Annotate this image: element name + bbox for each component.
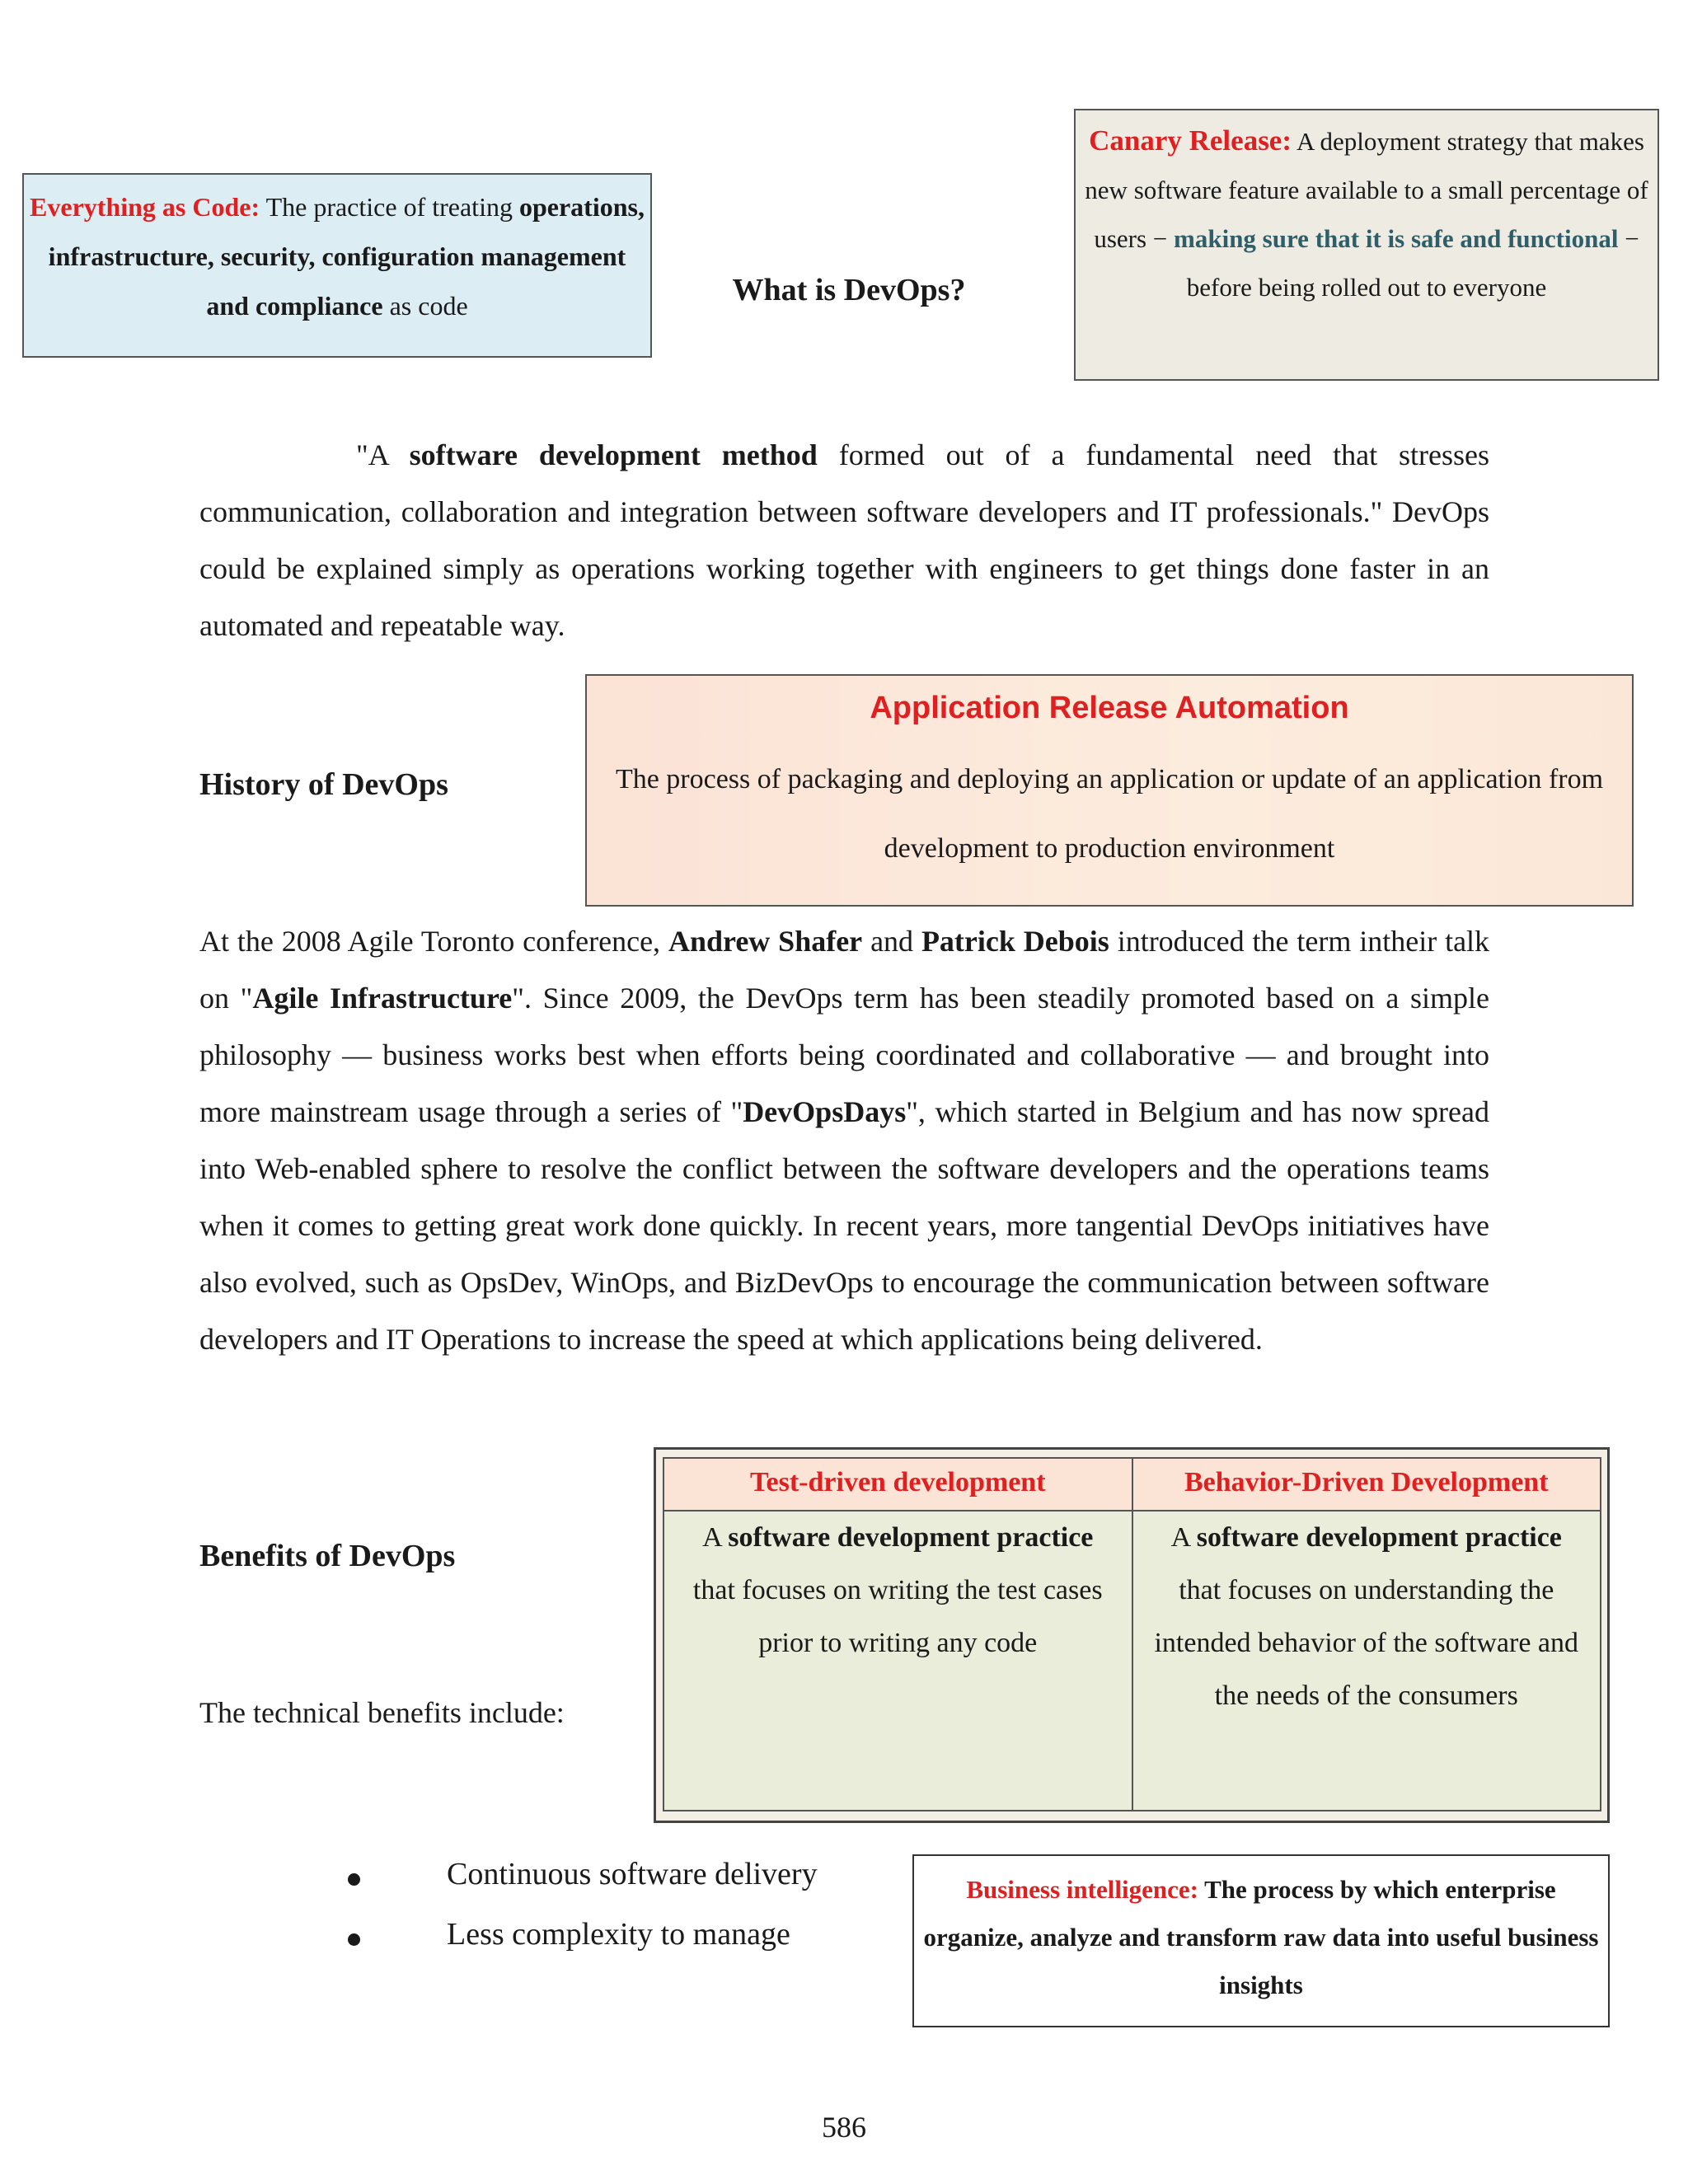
- history-t1: At the 2008 Agile Toronto conference,: [199, 925, 661, 958]
- tdd-header: Test-driven development: [663, 1458, 1132, 1511]
- history-b1: Andrew Shafer: [668, 925, 863, 958]
- intro-text: formed out of a fundamental need that stresses communication, collaboration and integration between software developers and IT professionals." DevOps could be explained simply as operations working together with engineers to get things done faster in an automated and repeatable way.: [199, 438, 1490, 642]
- technical-benefits-label: The technical benefits include:: [199, 1696, 565, 1729]
- tdd-rest: that focuses on writing the test cases prior to writing any code: [692, 1575, 1103, 1658]
- bdd-rest: that focuses on understanding the intended behavior of the software and the needs of the consumers: [1154, 1575, 1579, 1711]
- eac-text-1: The practice of treating: [265, 192, 513, 222]
- canary-release-box: [1074, 109, 1659, 381]
- tdd-pre: A: [702, 1522, 721, 1553]
- canary-text-1: A deployment strategy that makes new software feature available to a small percentage of users −: [1085, 127, 1648, 253]
- history-paragraph: [199, 913, 1489, 1368]
- application-release-automation-box: [585, 674, 1634, 907]
- page-number: 586: [822, 2111, 866, 2144]
- bi-text: The process by which enterprise organize, analyze and transform raw data into useful business insights: [923, 1875, 1599, 1999]
- history-t4: ". Since 2009, the DevOps term has been steadily promoted based on a simple philosophy — business works best when efforts being coordinated and collaborative — and brought into more mainstream usage through a series of ": [199, 982, 1489, 1128]
- comparison-body-row: [663, 1511, 1601, 1811]
- history-t3: introduced the term intheir talk on ": [199, 925, 1490, 1015]
- bi-term: Business intelligence:: [966, 1875, 1198, 1904]
- history-t2: and: [870, 925, 914, 958]
- history-b2: Patrick Debois: [921, 925, 1109, 958]
- canary-term: Canary Release:: [1089, 124, 1292, 157]
- history-b4: DevOpsDays: [743, 1095, 907, 1128]
- tdd-bold: software development practice: [728, 1522, 1094, 1553]
- canary-highlight: making sure that it is safe and functional: [1174, 224, 1619, 253]
- intro-bold: software development method: [409, 438, 818, 471]
- comparison-header-row: [663, 1458, 1601, 1511]
- ara-text: The process of packaging and deploying an application or update of an application from development to production environment: [615, 764, 1604, 864]
- bullet-dot-icon: [348, 1933, 360, 1946]
- eac-text-2: as code: [389, 291, 468, 321]
- benefit-item: Less complexity to manage: [447, 1917, 790, 1952]
- eac-bold-text: operations, infrastructure, security, configuration management and compliance: [48, 192, 645, 321]
- intro-open-quote: "A: [356, 438, 388, 471]
- ara-title: Application Release Automation: [870, 691, 1349, 725]
- history-heading: History of DevOps: [199, 767, 448, 802]
- comparison-table: [663, 1457, 1601, 1811]
- bdd-header: Behavior-Driven Development: [1132, 1458, 1601, 1511]
- everything-as-code-box: [22, 173, 652, 358]
- canary-text-2: − before being rolled out to everyone: [1186, 224, 1639, 302]
- benefits-heading: Benefits of DevOps: [199, 1539, 456, 1573]
- bullet-dot-icon: [348, 1873, 360, 1886]
- history-t5: ", which started in Belgium and has now spread into Web-enabled sphere to resolve the conflict between the software developers and the operations teams when it comes to getting great work done quickly. In recent years, more tangential DevOps initiatives have also evolved, such as OpsDev, WinOps, and BizDevOps to encourage the communication between software developers and IT Operations to increase the speed at which applications being delivered.: [199, 1095, 1489, 1356]
- benefit-item: Continuous software delivery: [447, 1857, 818, 1891]
- history-b3: Agile Infrastructure: [252, 982, 513, 1015]
- bdd-pre: A: [1170, 1522, 1190, 1553]
- eac-term: Everything as Code:: [30, 192, 260, 222]
- tdd-cell: [663, 1511, 1132, 1811]
- comparison-table-frame: [654, 1447, 1610, 1823]
- page-title: What is DevOps?: [732, 273, 966, 307]
- bdd-cell: [1132, 1511, 1601, 1811]
- business-intelligence-box: [912, 1854, 1610, 2027]
- intro-paragraph: [199, 427, 1489, 654]
- bdd-bold: software development practice: [1196, 1522, 1562, 1553]
